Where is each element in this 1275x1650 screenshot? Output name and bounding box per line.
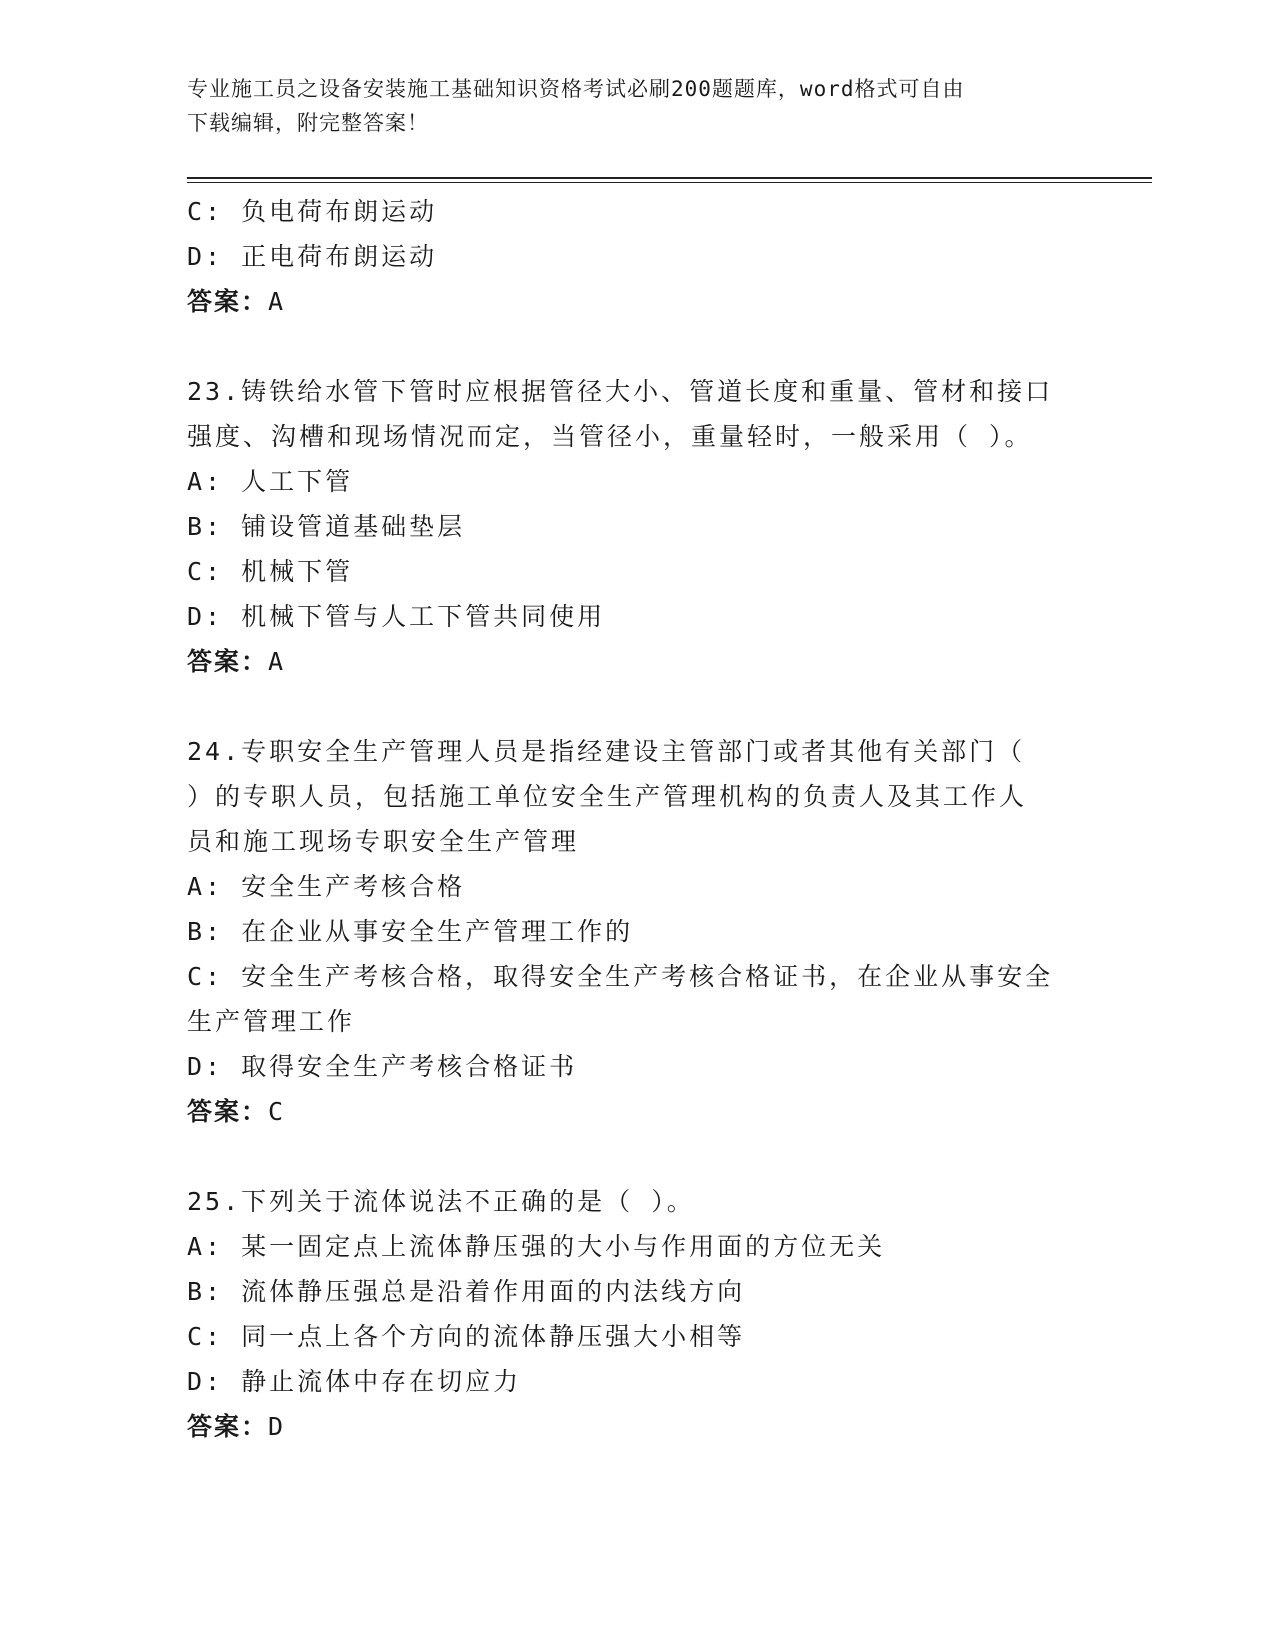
question-stem-line: 强度、沟槽和现场情况而定，当管径小，重量轻时，一般采用（ ）。 [187, 422, 1033, 451]
header-divider-thin [187, 182, 1152, 183]
option-b: B: 流体静压强总是沿着作用面的内法线方向 [187, 1277, 746, 1306]
spacer [187, 1134, 1087, 1179]
option-b: B: 在企业从事安全生产管理工作的 [187, 917, 634, 946]
option-a: A: 安全生产考核合格 [187, 872, 466, 901]
option-c: C: 同一点上各个方向的流体静压强大小相等 [187, 1322, 746, 1351]
answer-line [187, 1089, 1087, 1134]
option-d: D: 静止流体中存在切应力 [187, 1367, 522, 1396]
option-d: D: 取得安全生产考核合格证书 [187, 1052, 578, 1081]
answer-label: 答案： [187, 287, 269, 316]
option-c: C: 机械下管 [187, 557, 354, 586]
option-c-continuation: 生产管理工作 [187, 1007, 356, 1036]
answer-line [187, 1404, 1087, 1449]
document-body [187, 189, 1087, 1449]
answer-label: 答案： [187, 1097, 269, 1126]
option-a: A: 人工下管 [187, 467, 354, 496]
option-c: C: 负电荷布朗运动 [187, 197, 438, 226]
spacer [187, 324, 1087, 369]
question-25 [187, 1179, 1087, 1449]
question-stem-line: 25.下列关于流体说法不正确的是（ ）。 [187, 1187, 695, 1216]
document-header [187, 72, 1087, 140]
question-23 [187, 369, 1087, 684]
answer-line [187, 639, 1087, 684]
option-c: C: 安全生产考核合格，取得安全生产考核合格证书，在企业从事安全 [187, 962, 1054, 991]
spacer [187, 684, 1087, 729]
question-stem-line: 24.专职安全生产管理人员是指经建设主管部门或者其他有关部门（ [187, 737, 1026, 766]
question-stem-line: 23.铸铁给水管下管时应根据管径大小、管道长度和重量、管材和接口 [187, 377, 1054, 406]
question-stem-line: 员和施工现场专职安全生产管理 [187, 827, 580, 856]
option-d: D: 正电荷布朗运动 [187, 242, 438, 271]
option-a: A: 某一固定点上流体静压强的大小与作用面的方位无关 [187, 1232, 886, 1261]
answer-value: C [268, 1097, 285, 1126]
answer-value: A [268, 287, 285, 316]
answer-label: 答案： [187, 647, 269, 676]
header-title-line-1: 专业施工员之设备安装施工基础知识资格考试必刷200题题库，word格式可自由 [187, 77, 965, 101]
header-divider-thick [187, 177, 1152, 179]
question-22-tail [187, 189, 1087, 324]
question-24 [187, 729, 1087, 1134]
answer-value: A [268, 647, 285, 676]
option-b: B: 铺设管道基础垫层 [187, 512, 466, 541]
option-d: D: 机械下管与人工下管共同使用 [187, 602, 606, 631]
answer-value: D [268, 1412, 285, 1441]
answer-line [187, 279, 1087, 324]
header-title-line-2: 下载编辑，附完整答案！ [187, 111, 429, 135]
question-stem-line: ）的专职人员，包括施工单位安全生产管理机构的负责人及其工作人 [187, 782, 1028, 811]
answer-label: 答案： [187, 1412, 269, 1441]
